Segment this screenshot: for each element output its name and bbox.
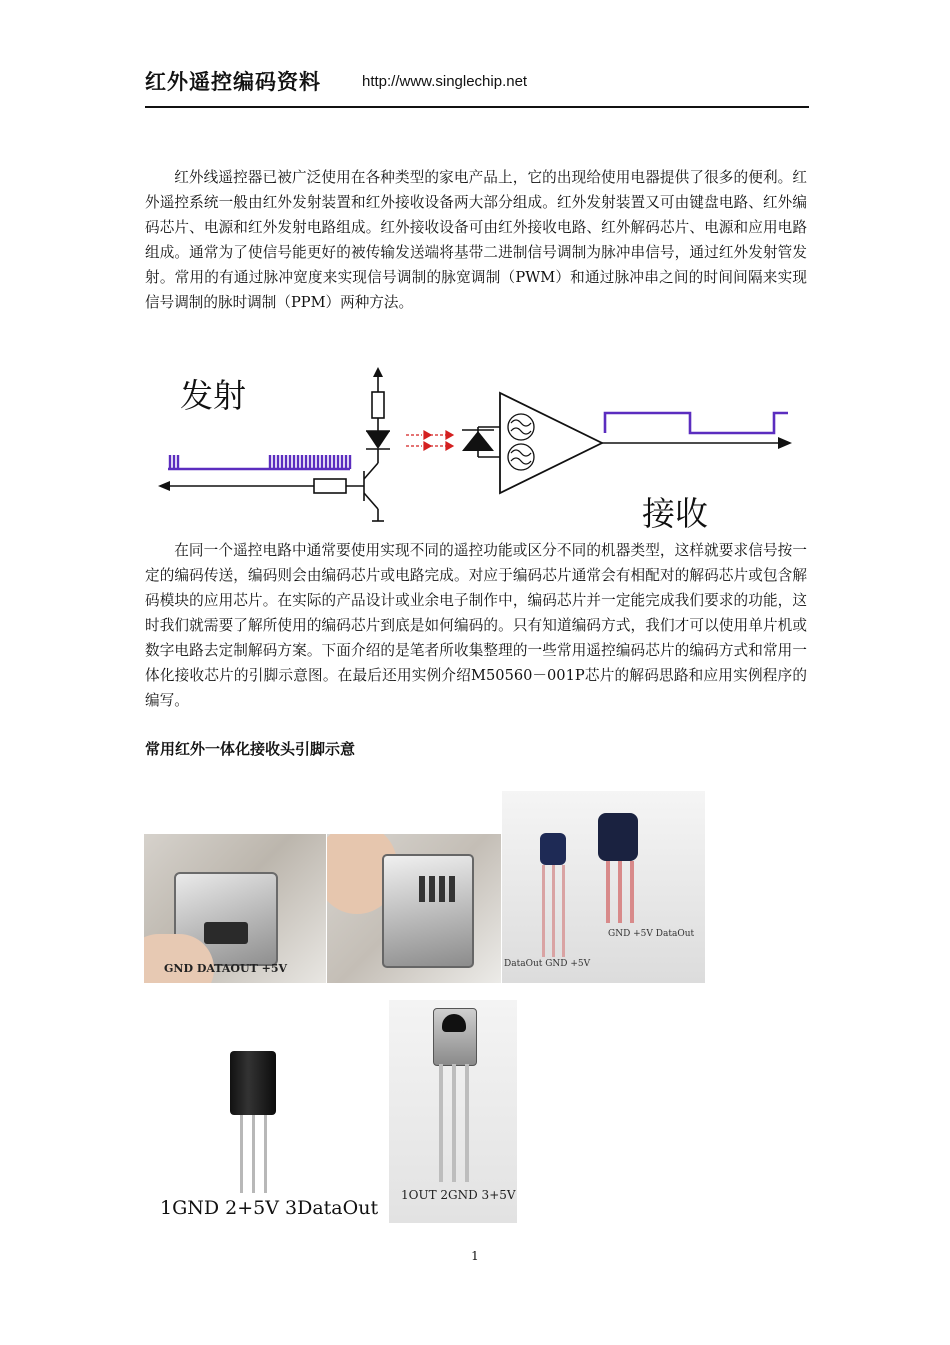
metal-shield-module [382, 854, 474, 968]
module-holes [419, 876, 457, 902]
photo-5-caption: 1OUT 2GND 3+5V [401, 1188, 516, 1202]
amplifier-triangle [500, 393, 602, 493]
receiver-leads [240, 1115, 270, 1193]
receive-label: 接收 [642, 494, 708, 533]
section-heading: 常用红外一体化接收头引脚示意 [145, 740, 356, 758]
input-arrow [158, 481, 170, 491]
demodulated-signal [605, 413, 788, 433]
receiver-photo-2 [327, 834, 501, 983]
transistor [364, 451, 384, 521]
photo-1-caption: GND DATAOUT +5V [164, 962, 288, 975]
base-resistor [314, 479, 346, 493]
receiver-lens [442, 1014, 466, 1032]
photo-4-caption: 1GND 2+5V 3DataOut [160, 1197, 379, 1219]
led-symbol [366, 431, 390, 449]
receiver-photo-1 [144, 834, 326, 983]
photo-3-caption-a: GND +5V DataOut [608, 929, 695, 939]
receiver-photo-5 [389, 1000, 517, 1223]
receiver-leads-b [606, 861, 636, 923]
page-header [145, 66, 809, 108]
modulated-pulse-train [168, 455, 350, 469]
receiver-body [230, 1051, 276, 1115]
transmit-label: 发射 [180, 376, 246, 415]
intro-paragraph: 红外线遥控器已被广泛使用在各种类型的家电产品上，它的出现给使用电器提供了很多的便利。红外遥控系统一般由红外发射装置和红外接收设备两大部分组成。红外发射装置又可由键盘电路、红外编码芯片、电源和红外发射电路组成。红外接收设备可由红外接收电路、红外解码芯片、电源和应用电路组成。通常为了使信号能更好的被传输发送端将基带二进制信号调制为脉冲串信号，通过红外发射管发射。常用的有通过脉冲宽度来实现信号调制的脉宽调制（PWM）和通过脉冲串之间的时间间隔来实现信号调制的脉时调制（PPM）两种方法。 [145, 169, 807, 311]
document-title: 红外遥控编码资料 [145, 70, 321, 94]
receiver-photo-3 [502, 791, 705, 983]
photodiode-symbol [462, 431, 494, 451]
module-window [204, 922, 248, 944]
receiver-photo-4 [144, 1029, 384, 1223]
receiver-leads-a [542, 865, 566, 957]
second-paragraph: 在同一个遥控电路中通常要使用实现不同的遥控功能或区分不同的机器类型，这样就要求信号按一定的编码传送，编码则会由编码芯片或电路完成。对应于编码芯片通常会有相配对的解码芯片或包含解码模块的应用芯片。在实际的产品设计或业余电子制作中，编码芯片并一定能完成我们要求的功能，这时我们就需要了解所使用的编码芯片到底是如何编码的。只有知道编码方式，我们才可以使用单片机或数字电路去定制解码方案。下面介绍的是笔者所收集整理的一些常用遥控编码芯片的编码方式和常用一体化接收芯片的引脚示意图。在最后还用实例介绍M50560－001P芯片的解码思路和应用实例程序的编写。 [145, 542, 807, 709]
header-url[interactable]: http://www.singlechip.net [362, 73, 528, 90]
receiver-component-b [598, 813, 638, 861]
output-arrow [778, 437, 792, 449]
ir-circuit-diagram [150, 365, 810, 540]
receiver-component-a [540, 833, 566, 865]
photo-3-caption-b: DataOut GND +5V [504, 959, 591, 969]
supply-arrow [373, 367, 383, 377]
page-number: 1 [471, 1249, 479, 1263]
ir-emission-arrows [406, 431, 453, 450]
receiver-leads [439, 1064, 471, 1182]
